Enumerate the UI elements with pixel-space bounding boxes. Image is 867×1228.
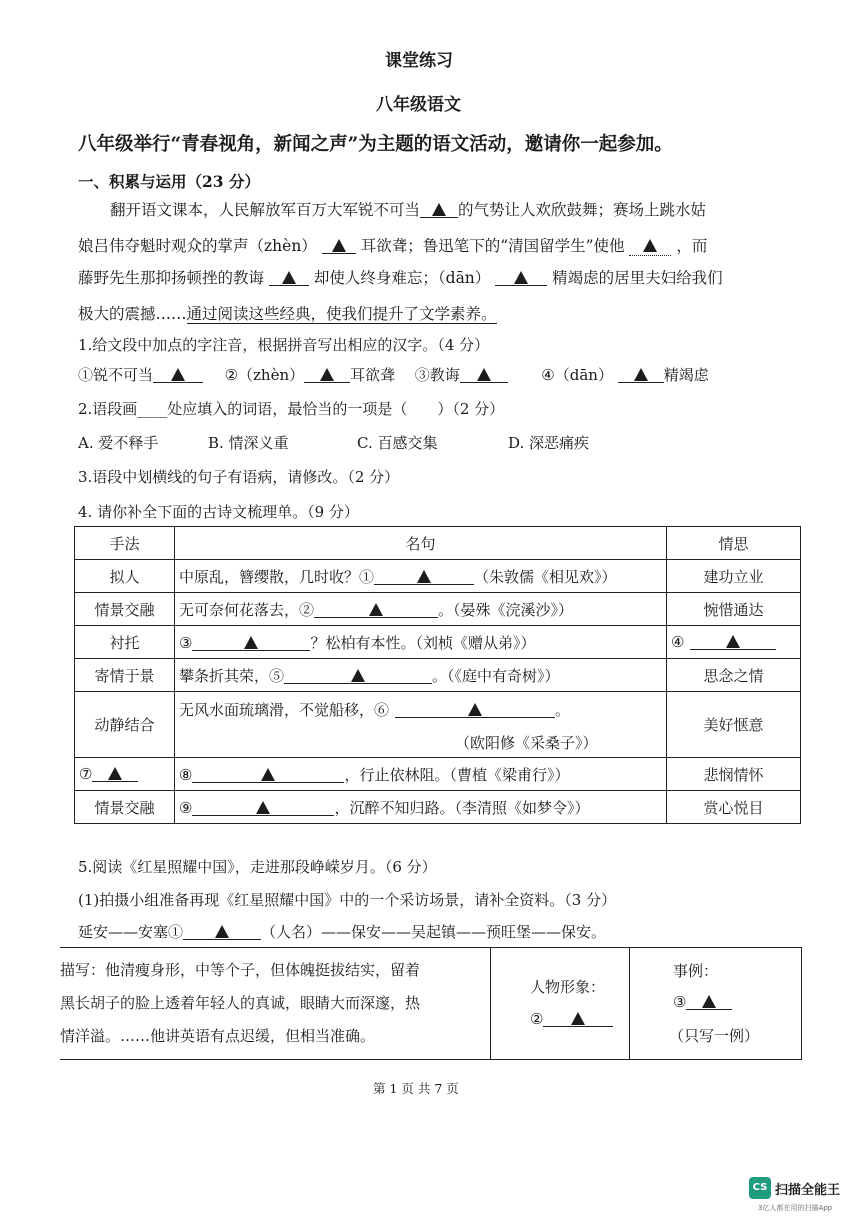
feeling-label: ④ [671, 633, 685, 651]
passage-text: 极大的震撼…… [78, 305, 187, 323]
passage-text: 精竭虑的居里夫妇给我们 [552, 269, 723, 287]
table-row [75, 593, 801, 626]
character-image-answer [530, 1010, 613, 1028]
triangle-icon [477, 368, 491, 381]
answer-blank [543, 1012, 613, 1027]
answer-blank [618, 368, 664, 383]
question-3-stem: 3.语段中划横线的句子有语病，请修改。（2 分） [78, 468, 400, 486]
method-cell: 动静结合 [75, 692, 175, 758]
verse-cell [175, 560, 667, 593]
method-cell [75, 758, 175, 791]
verse-source: （欧阳修《采桑子》） [455, 733, 598, 752]
feeling-cell: 建功立业 [667, 560, 801, 593]
triangle-icon [332, 239, 346, 252]
triangle-icon [726, 635, 740, 648]
verse-punct: 。 [555, 700, 571, 719]
triangle-icon [282, 271, 296, 284]
method-cell: 拟人 [75, 560, 175, 593]
triangle-icon [432, 203, 446, 216]
interview-route [78, 921, 606, 942]
answer-blank [690, 635, 776, 650]
table-row [75, 692, 801, 758]
feeling-cell: 悲悯情怀 [667, 758, 801, 791]
item-label: ② [530, 1010, 544, 1028]
answer-blank [269, 271, 309, 286]
passage-text: 翻开语文课本，人民解放军百万大军锐不可当 [110, 201, 421, 219]
character-image-label: 人物形象： [530, 978, 606, 996]
answer-blank [192, 768, 344, 783]
column-header: 手法 [75, 527, 175, 560]
item-label: ③教诲 [414, 366, 460, 384]
triangle-icon [417, 570, 431, 583]
answer-blank [374, 570, 474, 585]
description-line: 情洋溢。……他讲英语有点迟缓，但相当准确。 [60, 1027, 376, 1045]
verse-cell [175, 791, 667, 824]
feeling-cell: 赏心悦目 [667, 791, 801, 824]
watermark-name: 扫描全能王 [775, 1183, 841, 1198]
method-cell: 情景交融 [75, 593, 175, 626]
route-text: 延安——安塞① [78, 923, 184, 941]
triangle-icon [171, 368, 185, 381]
underlined-sentence: 通过阅读这些经典，使我们提升了文学素养。 [186, 305, 497, 323]
answer-blank [314, 603, 438, 618]
answer-blank [686, 995, 732, 1010]
table-header-row [75, 527, 801, 560]
triangle-icon [215, 925, 229, 938]
verse-text: ⑧ [179, 765, 193, 784]
verse-text: 中原乱，簪缨散，几时收？① [179, 567, 375, 586]
route-text: （人名）——保安——吴起镇——预旺堡——保安。 [261, 923, 607, 941]
verse-text: ⑨ [179, 798, 193, 817]
answer-blank [153, 368, 203, 383]
verse-cell [175, 626, 667, 659]
camscanner-logo: CS [749, 1177, 771, 1199]
passage-text: 却使人终身难忘；（dān） [313, 269, 491, 287]
answer-blank [92, 767, 138, 782]
verse-source: ，沉醉不知归路。（李清照《如梦令》） [334, 798, 590, 817]
answer-blank [495, 271, 547, 286]
description-line: 描写：他清瘦身形，中等个子，但体魄挺拔结实，留着 [60, 961, 421, 979]
triangle-icon [643, 239, 657, 252]
passage-line-1 [110, 198, 706, 220]
column-header: 名句 [175, 527, 667, 560]
method-cell: 情景交融 [75, 791, 175, 824]
passage-line-2 [78, 234, 707, 256]
method-cell: 寄情于景 [75, 659, 175, 692]
passage-text: 藤野先生那抑扬顿挫的教诲 [78, 269, 265, 287]
answer-blank [192, 801, 334, 816]
example-note: （只写一例） [669, 1027, 760, 1045]
table-row [75, 791, 801, 824]
poem-table [74, 526, 801, 824]
method-cell: 衬托 [75, 626, 175, 659]
option-c: C. 百感交集 [357, 434, 438, 452]
verse-source: 。（《庭中有奇树》） [432, 666, 560, 685]
verse-source: 。（晏殊《浣溪沙》） [438, 600, 574, 619]
triangle-icon [108, 767, 122, 780]
table-row [75, 626, 801, 659]
verse-text: 无风水面琉璃滑，不觉船移，⑥ [179, 700, 390, 719]
character-info-box [60, 947, 802, 1060]
triangle-icon [320, 368, 334, 381]
item-label: ④（dān） [541, 366, 613, 384]
verse-text: ③ [179, 633, 193, 652]
item-label: ③ [673, 993, 687, 1011]
triangle-icon [244, 636, 258, 649]
verse-cell [175, 692, 667, 758]
triangle-icon [702, 995, 716, 1008]
answer-blank [183, 925, 261, 940]
passage-line-3 [78, 266, 723, 288]
example-label: 事例： [673, 962, 719, 980]
triangle-icon [369, 603, 383, 616]
verse-cell [175, 758, 667, 791]
table-row [75, 560, 801, 593]
answer-blank [395, 703, 555, 718]
feeling-cell: 思念之情 [667, 659, 801, 692]
option-b: B. 情深义重 [208, 434, 289, 452]
question-5-stem: 5.阅读《红星照耀中国》，走进那段峥嵘岁月。（6 分） [78, 858, 437, 876]
answer-blank-dotted [629, 237, 671, 256]
passage-text: 耳欲聋；鲁迅笔下的“清国留学生”使他 [360, 237, 625, 255]
column-header: 情思 [667, 527, 801, 560]
question-2-stem: 2.语段画____处应填入的词语，最恰当的一项是（ ）（2 分） [78, 400, 505, 418]
exercise-title: 课堂练习 [385, 51, 453, 71]
column-divider [629, 948, 630, 1059]
watermark-tagline: 3亿人都在用的扫描App [758, 1204, 833, 1212]
table-row [75, 758, 801, 791]
question-1-stem: 1.给文段中加点的字注音，根据拼音写出相应的汉字。（4 分） [78, 336, 490, 354]
feeling-cell: 惋惜通达 [667, 593, 801, 626]
triangle-icon [351, 669, 365, 682]
passage-line-4 [78, 302, 497, 324]
feeling-cell [667, 626, 801, 659]
triangle-icon [634, 368, 648, 381]
answer-blank [192, 636, 310, 651]
grade-subject: 八年级语文 [376, 95, 461, 115]
answer-blank [322, 239, 356, 254]
verse-text: 无可奈何花落去，② [179, 600, 315, 619]
passage-text: 娘吕伟夺魁时观众的掌声（zhèn） [78, 237, 317, 255]
verse-source: ，行止依林阻。（曹植《梁甫行》） [344, 765, 570, 784]
item-label: 耳欲聋 [350, 366, 396, 384]
item-label: 精竭虑 [663, 366, 709, 384]
answer-blank [304, 368, 350, 383]
question-5-sub1: (1)拍摄小组准备再现《红星照耀中国》中的一个采访场景，请补全资料。（3 分） [78, 891, 617, 909]
description-line: 黑长胡子的脸上透着年轻人的真诚，眼睛大而深邃，热 [60, 994, 421, 1012]
triangle-icon [468, 703, 482, 716]
triangle-icon [571, 1012, 585, 1025]
activity-intro: 八年级举行“青春视角，新闻之声”为主题的语文活动，邀请你一起参加。 [78, 134, 673, 155]
option-d: D. 深恶痛疾 [508, 434, 590, 452]
verse-source: ？松柏有本性。（刘桢《赠从弟》） [310, 633, 536, 652]
verse-text: 攀条折其荣，⑤ [179, 666, 285, 685]
triangle-icon [261, 768, 275, 781]
item-label: ①锐不可当 [78, 366, 154, 384]
answer-blank [460, 368, 508, 383]
verse-cell [175, 659, 667, 692]
section-heading: 一、积累与运用（23 分） [78, 172, 260, 191]
verse-source: （朱敦儒《相见欢》） [474, 567, 617, 586]
method-label: ⑦ [79, 765, 93, 783]
item-label: ②（zhèn） [224, 366, 305, 384]
column-divider [490, 948, 491, 1059]
table-row [75, 659, 801, 692]
answer-blank [420, 203, 458, 218]
verse-cell [175, 593, 667, 626]
example-answer [673, 993, 732, 1011]
passage-text: 的气势让人欢欣鼓舞；赛场上跳水姑 [458, 201, 707, 219]
triangle-icon [256, 801, 270, 814]
option-a: A. 爱不释手 [78, 434, 159, 452]
question-1-answers [78, 364, 709, 385]
feeling-cell: 美好惬意 [667, 692, 801, 758]
answer-blank [284, 669, 432, 684]
triangle-icon [514, 271, 528, 284]
question-4-stem: 4. 请你补全下面的古诗文梳理单。（9 分） [78, 503, 359, 521]
passage-text: ，而 [676, 237, 708, 255]
page-number: 第 1 页 共 7 页 [373, 1081, 459, 1096]
